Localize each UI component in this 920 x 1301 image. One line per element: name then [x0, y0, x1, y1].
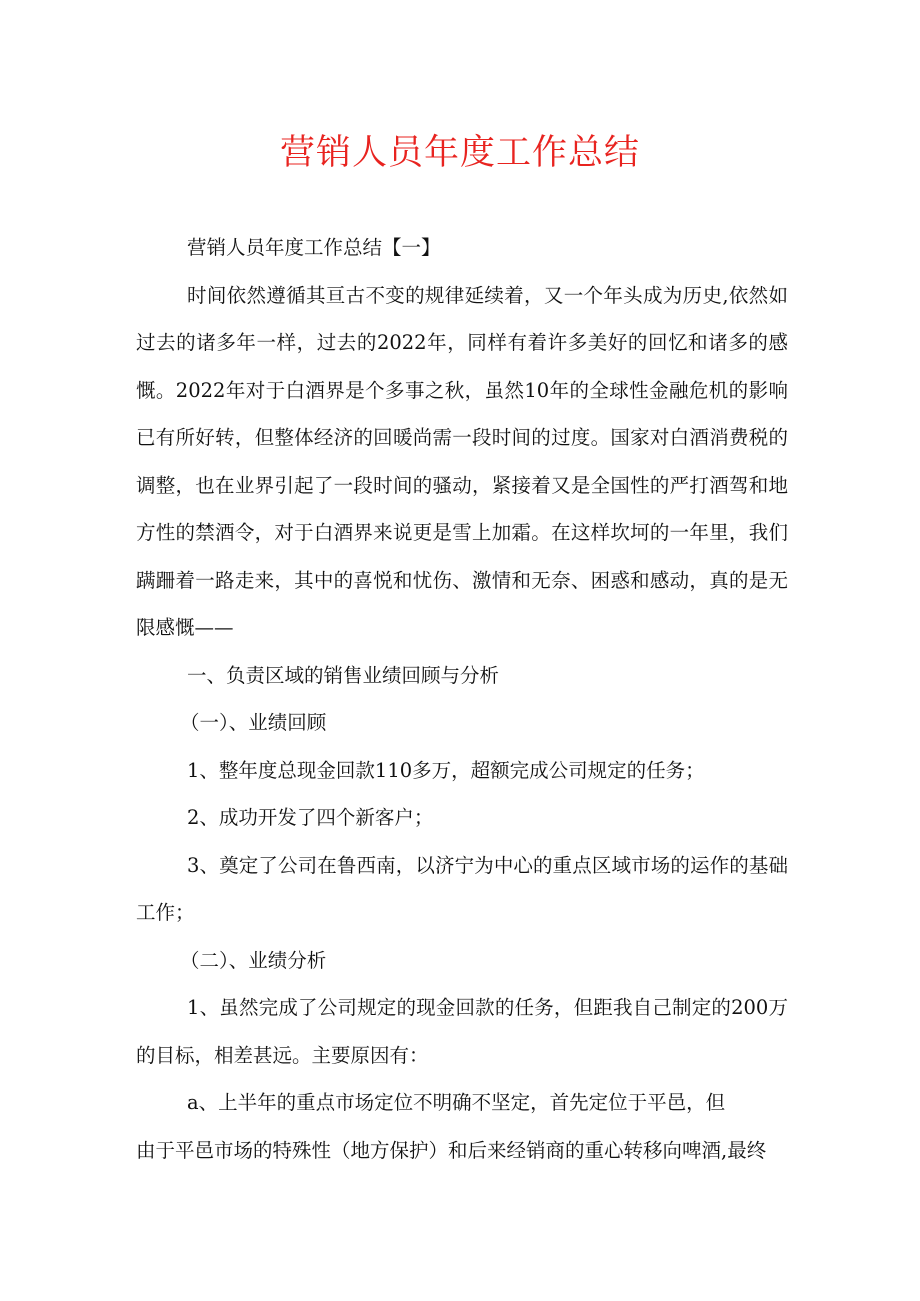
review-item-1: 1、整年度总现金回款110多万，超额完成公司规定的任务；	[187, 758, 705, 782]
analysis-a-line-2: 由于平邑市场的特殊性（地方保护）和后来经销商的重心转移向啤酒,最终	[136, 1138, 767, 1162]
analysis-heading: （二）、业绩分析	[180, 948, 327, 972]
intro-paragraph: 时间依然遵循其亘古不变的规律延续着，又一个年头成为历史,依然如过去的诸多年一样，过去的2022年，同样有着许多美好的回忆和诸多的感慨。2022年对于白酒界是个多事之秋，虽然10年的全球性金融危机的影响已有所好转，但整体经济的回暖尚需一段时间的过度。国家对白酒消费税的调整，也在业界引起了一段时间的骚动，紧接着又是全国性的严打酒驾和地方性的禁酒令，对于白酒界来说更是雪上加霜。在这样坎坷的一年里，我们蹒跚着一路走来，其中的喜悦和忧伤、激情和无奈、困惑和感动，真的是无限感慨——	[136, 283, 788, 639]
review-heading: （一）、业绩回顾	[180, 711, 327, 734]
document-title: 营销人员年度工作总结	[279, 133, 640, 173]
document-body	[136, 224, 788, 1174]
analysis-a-line-1: a、上半年的重点市场定位不明确不坚定，首先定位于平邑，但	[187, 1091, 726, 1114]
review-item-2: 2、成功开发了四个新客户；	[187, 806, 434, 829]
review-item-3: 3、奠定了公司在鲁西南，以济宁为中心的重点区域市场的运作的基础工作；	[136, 853, 788, 924]
part-one-heading: 一、负责区域的销售业绩回顾与分析	[187, 663, 500, 687]
analysis-item-1: 1、虽然完成了公司规定的现金回款的任务，但距我自己制定的200万的目标，相差甚远。主要原因有：	[136, 996, 788, 1067]
section-heading: 营销人员年度工作总结【一】	[187, 236, 441, 259]
